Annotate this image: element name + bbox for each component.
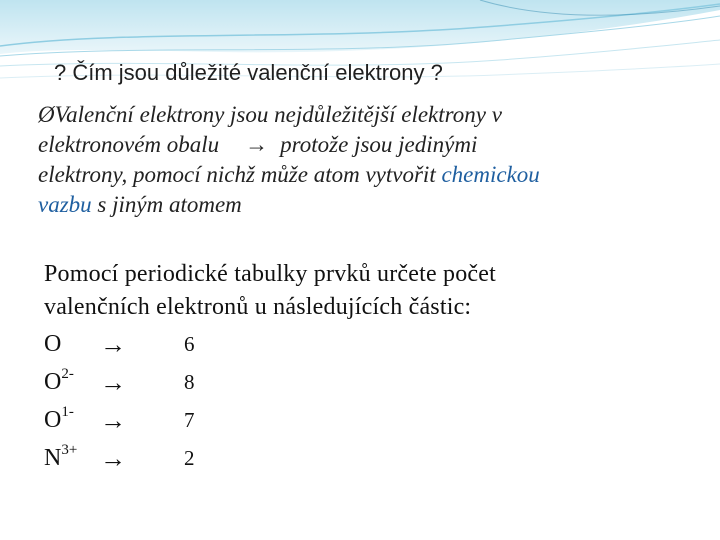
right-arrow-icon: → [100, 406, 126, 435]
particle-symbol: $N^{3+}$ [44, 442, 78, 471]
accent-term-part2: vazbu [38, 192, 92, 217]
particle-symbol: $O^{1-}$ [44, 404, 74, 433]
right-arrow-icon: → [100, 444, 126, 473]
statement-line2-end: protože jsou jedinými [280, 132, 478, 157]
particle-value: 7 [184, 408, 195, 432]
task-line2: valenčních elektronů u následujících částic: [44, 294, 472, 320]
particle-value: 8 [184, 370, 195, 394]
statement-line2-start: elektronovém obalu [38, 132, 220, 157]
statement-line4: s jiným atomem [91, 192, 242, 217]
statement-paragraph [38, 100, 698, 220]
statement-line3: elektrony, pomocí nichž může atom vytvořit [38, 162, 442, 187]
bullet-arrow-icon: Ø [38, 102, 55, 127]
particle-symbol: $O^{2-}$ [44, 366, 74, 395]
particle-symbol: O [44, 331, 62, 357]
accent-term-part1: chemickou [441, 162, 540, 187]
statement-line1: Valenční elektrony jsou nejdůležitější elektrony v [54, 102, 502, 127]
right-arrow-icon: → [100, 368, 126, 397]
task-paragraph [44, 258, 684, 324]
right-arrow-icon: → [245, 132, 269, 157]
slide-title: ? Čím jsou důležité valenční elektrony ? [54, 60, 443, 85]
right-arrow-icon: → [100, 330, 126, 359]
task-line1: Pomocí periodické tabulky prvků určete počet [44, 261, 496, 287]
particle-value: 2 [184, 446, 195, 470]
particle-value: 6 [184, 332, 195, 356]
